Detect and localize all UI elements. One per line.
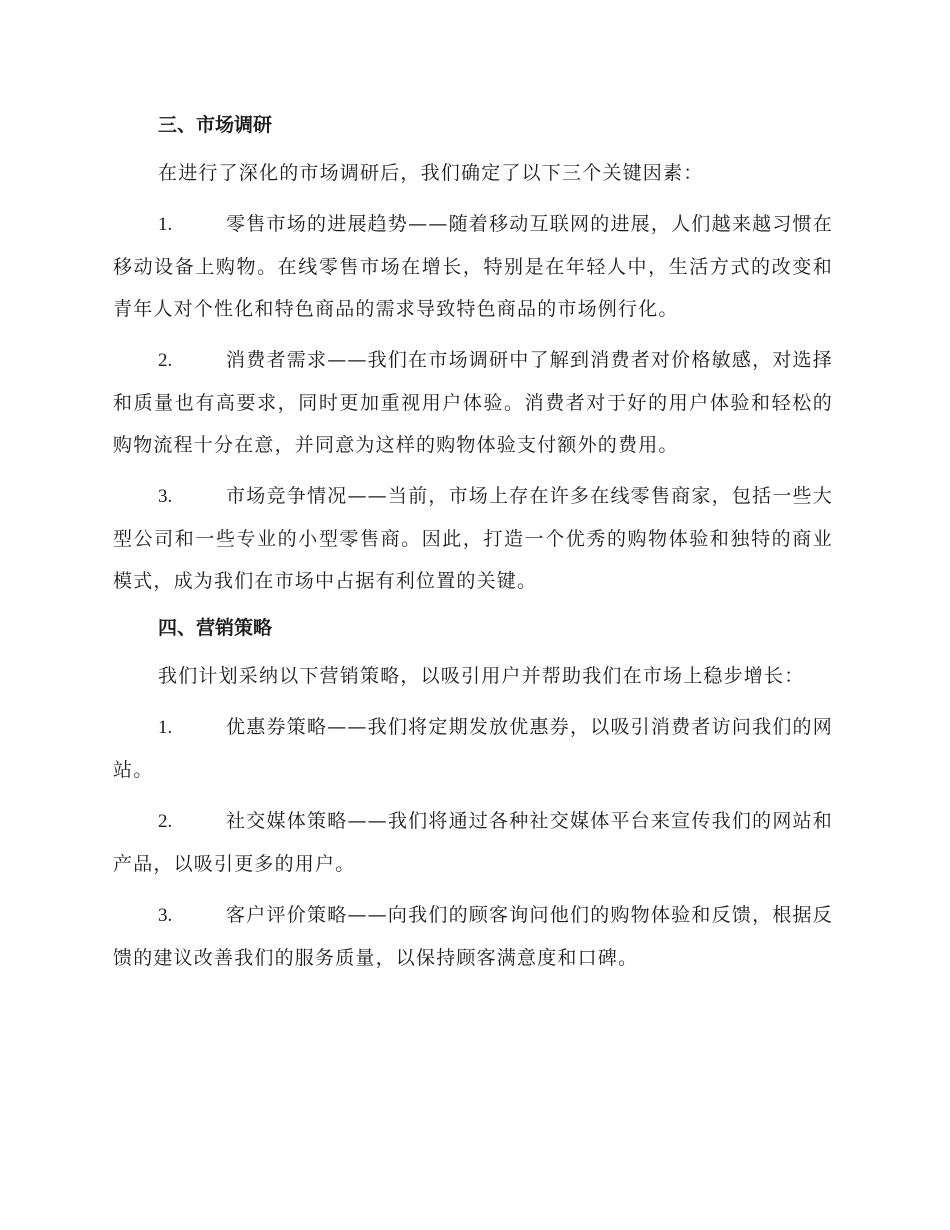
list-item [113, 800, 833, 885]
list-item-number: 1. [158, 214, 173, 235]
section-intro-marketing-strategy: 我们计划采纳以下营销策略，以吸引用户并帮助我们在市场上稳步增长： [158, 665, 805, 687]
list-item-text: 零售市场的进展趋势——随着移动互联网的进展，人们越来越习惯在移动设备上购物。在线零售市场在增长，特别是在年轻人中，生活方式的改变和青年人对个性化和特色商品的需求导致特色商品的市场例行化。 [113, 213, 833, 320]
list-item-text: 市场竞争情况——当前，市场上存在许多在线零售商家，包括一些大型公司和一些专业的小型零售商。因此，打造一个优秀的购物体验和独特的商业模式，成为我们在市场中占据有利位置的关键。 [113, 485, 833, 592]
list-item [113, 339, 833, 466]
document-page [113, 108, 833, 988]
section-heading-market-research: 三、市场调研 [158, 114, 273, 136]
list-item [113, 203, 833, 330]
list-item-text: 客户评价策略——向我们的顾客询问他们的购物体验和反馈，根据反馈的建议改善我们的服务质量，以保持顾客满意度和口碑。 [113, 904, 833, 969]
list-item-number: 2. [158, 811, 173, 832]
list-item-number: 3. [158, 486, 173, 507]
list-item-number: 1. [158, 717, 173, 738]
list-item-number: 2. [158, 350, 173, 371]
list-item-text: 优惠券策略——我们将定期发放优惠券，以吸引消费者访问我们的网站。 [113, 716, 833, 781]
section-heading-marketing-strategy: 四、营销策略 [158, 617, 273, 639]
list-item [113, 706, 833, 791]
section-intro-market-research: 在进行了深化的市场调研后，我们确定了以下三个关键因素： [158, 162, 704, 184]
list-item [113, 894, 833, 979]
list-item-text: 社交媒体策略——我们将通过各种社交媒体平台来宣传我们的网站和产品，以吸引更多的用户。 [113, 810, 833, 875]
list-item [113, 475, 833, 602]
list-item-number: 3. [158, 905, 173, 926]
list-item-text: 消费者需求——我们在市场调研中了解到消费者对价格敏感，对选择和质量也有高要求，同时更加重视用户体验。消费者对于好的用户体验和轻松的购物流程十分在意，并同意为这样的购物体验支付额外的费用。 [113, 349, 833, 456]
